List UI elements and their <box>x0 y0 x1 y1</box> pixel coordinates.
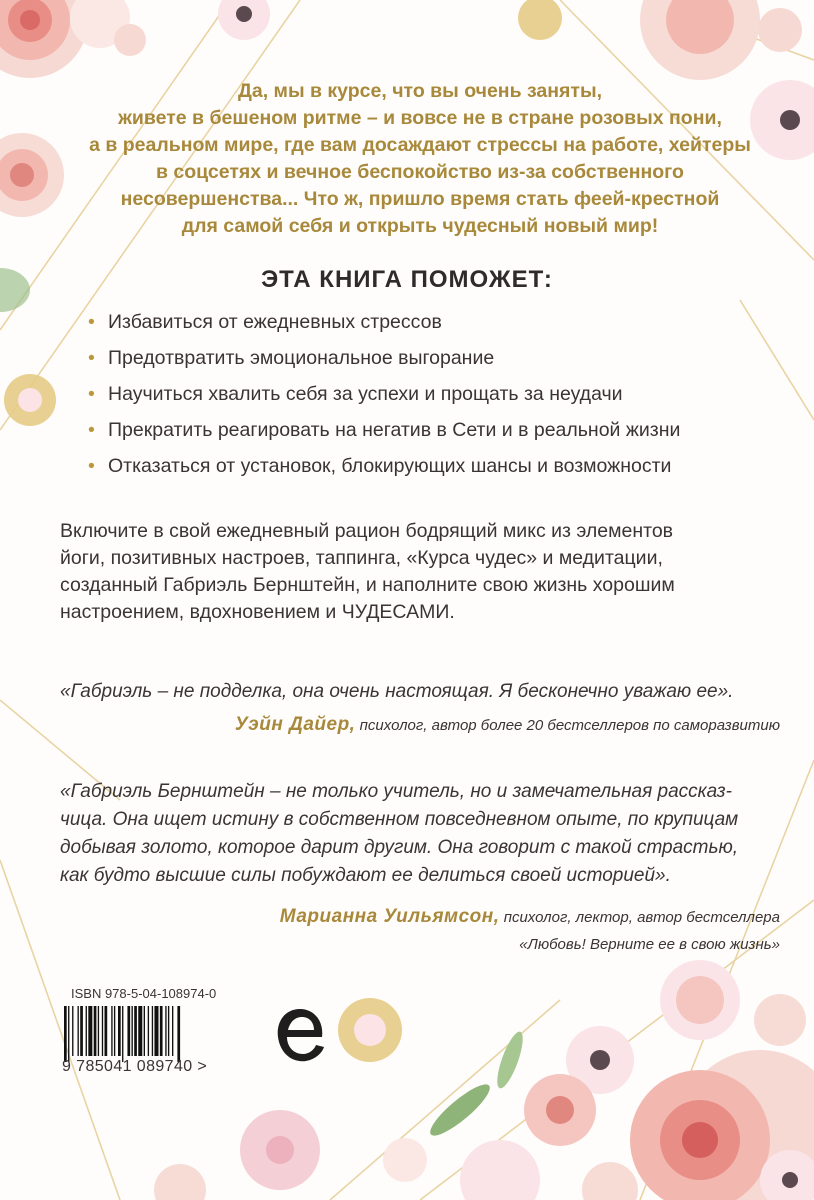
barcode-bar <box>98 1006 99 1056</box>
intro-line: в соцсетях и вечное беспокойство из-за собственного <box>156 161 684 183</box>
barcode-bar <box>134 1006 137 1056</box>
barcode-bar <box>160 1006 163 1056</box>
quote-line: «Габриэль – не подделка, она очень настоящая. Я бесконечно уважаю ее». <box>60 681 734 702</box>
section-heading: ЭТА КНИГА ПОМОЖЕТ: <box>261 266 553 293</box>
barcode-bar <box>127 1006 130 1056</box>
quote-1-attribution <box>235 712 780 739</box>
intro-text <box>70 78 770 240</box>
barcode-bar <box>144 1006 145 1056</box>
quote-author-role: психолог, лектор, автор бестселлера <box>503 909 780 926</box>
barcode-bar <box>80 1006 83 1056</box>
barcode-bar <box>122 1006 123 1062</box>
barcode-bar <box>94 1006 97 1056</box>
barcode-bar <box>118 1006 121 1056</box>
quote-line: как будто высшие силы побуждают ее делиться своей историей». <box>60 865 671 886</box>
barcode-number: 9 785041 089740 > <box>62 1058 208 1075</box>
barcode-bar <box>105 1006 108 1056</box>
barcode-bar <box>172 1006 173 1056</box>
list-item: • Отказаться от установок, блокирующих шансы и возможности <box>88 448 680 484</box>
barcode-bar <box>72 1006 73 1056</box>
barcode-bar <box>152 1006 153 1056</box>
list-item: • Прекратить реагировать на негатив в Сети и в реальной жизни <box>88 412 680 448</box>
quote-2-book-title: «Любовь! Верните ее в свою жизнь» <box>519 936 780 953</box>
quote-author-role: психолог, автор более 20 бестселлеров по саморазвитию <box>359 717 780 734</box>
barcode-bar <box>68 1006 69 1062</box>
quote-1 <box>60 678 780 706</box>
bullet-icon: • <box>88 311 95 333</box>
bullet-icon: • <box>88 347 95 369</box>
quote-line: чица. Она ищет истину в собственном повседневном опыте, по крупицам <box>60 809 739 830</box>
paragraph-line: Включите в свой ежедневный рацион бодрящий микс из элементов <box>60 520 674 542</box>
list-item: • Научиться хвалить себя за успехи и прощать за неудачи <box>88 376 680 412</box>
paragraph-line: созданный Габриэль Бернштейн, и наполните свою жизнь хорошим <box>60 574 675 596</box>
description-paragraph <box>60 518 780 626</box>
barcode-bar <box>168 1006 169 1056</box>
intro-line: несовершенства... Что ж, пришло время стать феей-крестной <box>120 188 720 210</box>
barcode-bar <box>88 1006 92 1056</box>
barcode-bar <box>148 1006 149 1056</box>
list-item: • Избавиться от ежедневных стрессов <box>88 304 680 340</box>
intro-line: Да, мы в курсе, что вы очень заняты, <box>237 80 603 102</box>
barcode-bar <box>154 1006 158 1056</box>
intro-line: для самой себя и открыть чудесный новый мир! <box>181 215 659 237</box>
quote-line: «Габриэль Бернштейн – не только учитель, но и замечательная рассказ- <box>60 781 732 802</box>
list-item: • Предотвратить эмоциональное выгорание <box>88 340 680 376</box>
barcode-bar <box>111 1006 112 1056</box>
bullet-icon: • <box>88 455 95 477</box>
benefits-list <box>88 304 680 484</box>
barcode-bar <box>78 1006 79 1056</box>
barcode-bar <box>132 1006 133 1056</box>
quote-line: добывая золото, которое дарит другим. Она говорит с такой страстью, <box>60 837 739 858</box>
publisher-logo <box>272 1003 328 1069</box>
barcode-bar <box>165 1006 166 1056</box>
barcode-bar <box>114 1006 115 1056</box>
quote-2-attribution <box>280 904 780 931</box>
barcode-bar <box>138 1006 142 1056</box>
paragraph-line: йоги, позитивных настроев, таппинга, «Курса чудес» и медитации, <box>60 547 663 569</box>
barcode <box>62 1004 224 1064</box>
barcode-bar <box>86 1006 87 1056</box>
barcode-bar <box>177 1006 180 1062</box>
barcode-bar <box>102 1006 103 1056</box>
barcode-bar <box>64 1006 67 1062</box>
quote-author: Марианна Уильямсон, <box>279 906 500 927</box>
intro-line: живете в бешеном ритме – и вовсе не в стране розовых пони, <box>118 107 722 129</box>
quote-2 <box>60 778 780 890</box>
quote-author: Уэйн Дайер, <box>234 714 356 735</box>
bullet-icon: • <box>88 419 95 441</box>
isbn-label: ISBN 978-5-04-108974-0 <box>71 986 217 1001</box>
intro-line: а в реальном мире, где вам досаждают стрессы на работе, хейтеры <box>89 134 751 156</box>
bullet-icon: • <box>88 383 95 405</box>
paragraph-line: настроением, вдохновением и ЧУДЕСАМИ. <box>60 601 455 623</box>
